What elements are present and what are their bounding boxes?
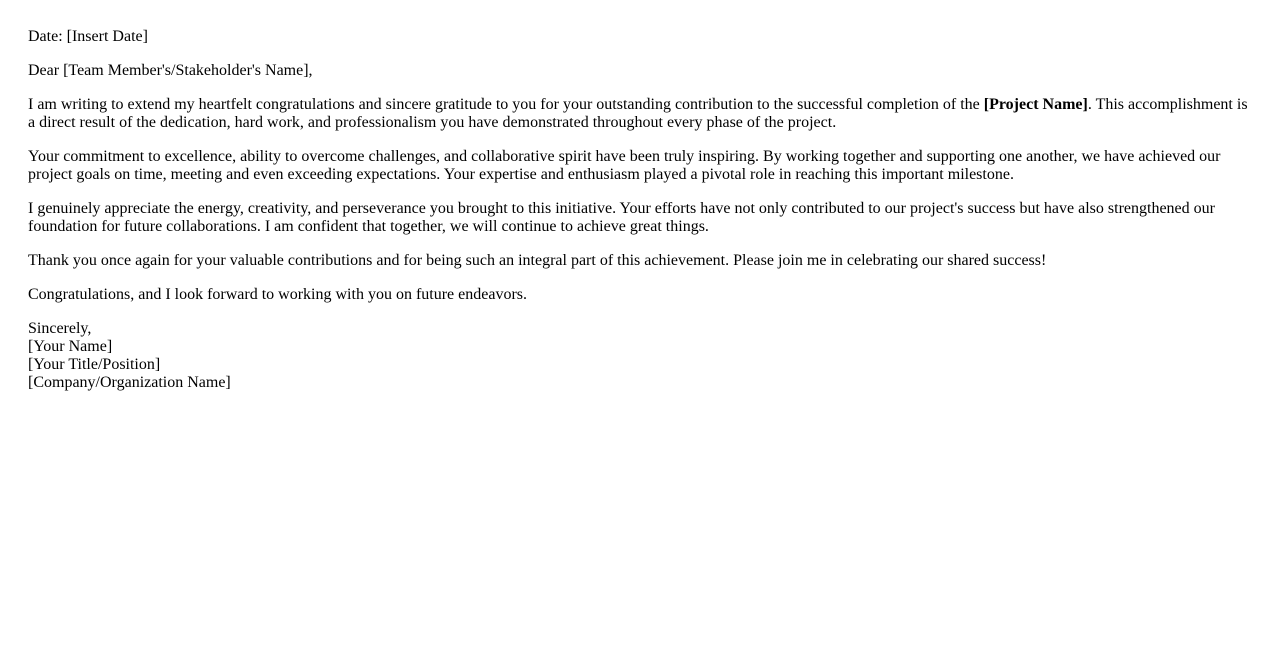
signature-closing: Sincerely,	[28, 320, 92, 337]
paragraph-congratulations	[28, 96, 1250, 132]
project-name-placeholder: [Project Name]	[983, 96, 1088, 113]
paragraph-closing-remark: Congratulations, and I look forward to working with you on future endeavors.	[28, 286, 528, 303]
date-line: Date: [Insert Date]	[28, 28, 148, 45]
paragraph-1-text-before: I am writing to extend my heartfelt congratulations and sincere gratitude to you for your outstanding contribution to the successful completion of the	[28, 96, 984, 113]
signature-name: [Your Name]	[28, 338, 113, 355]
signature-company: [Company/Organization Name]	[28, 374, 231, 391]
paragraph-commitment: Your commitment to excellence, ability to overcome challenges, and collaborative spirit have been truly inspiring. By working together and supporting one another, we have achieved our project goals on time, meeting and even exceeding expectations. Your expertise and enthusiasm played a pivotal role in reaching this important milestone.	[28, 148, 1221, 183]
paragraph-appreciation: I genuinely appreciate the energy, creativity, and perseverance you brought to this initiative. Your efforts have not only contributed to our project's success but have also strengthened our foundation for future collaborations. I am confident that together, we will continue to achieve great things.	[28, 200, 1215, 235]
paragraph-1-text-after: . This accomplishment is a direct result of the dedication, hard work, and professionalism you have demonstrated throughout every phase of the project.	[28, 96, 1248, 131]
letter-body	[28, 28, 1250, 392]
greeting: Dear [Team Member's/Stakeholder's Name],	[28, 62, 313, 79]
paragraph-thanks: Thank you once again for your valuable contributions and for being such an integral part of this achievement. Please join me in celebrating our shared success!	[28, 252, 1047, 269]
signature-title: [Your Title/Position]	[28, 356, 161, 373]
signature-block	[28, 320, 1250, 392]
